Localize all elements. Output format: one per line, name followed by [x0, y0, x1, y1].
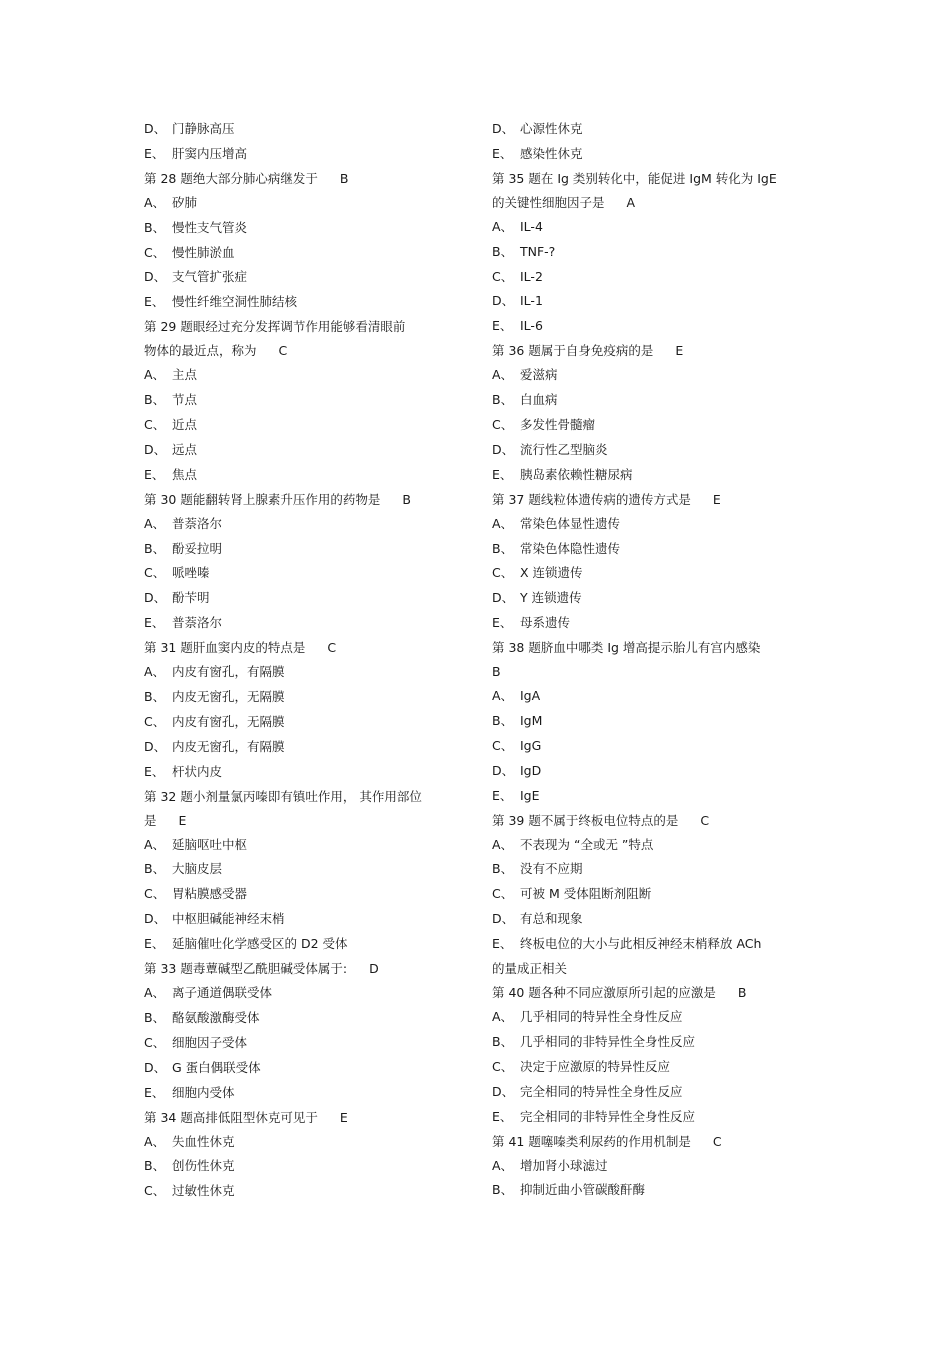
option-letter: E、 — [492, 466, 513, 482]
option-letter: A、 — [492, 515, 514, 531]
question-line — [492, 960, 812, 984]
answer-option — [492, 1157, 812, 1182]
answer-option — [144, 564, 464, 589]
option-letter: E、 — [144, 1084, 165, 1100]
option-text: 过敏性休克 — [172, 1183, 235, 1199]
option-text: 可被 M 受体阻断剂阻断 — [520, 886, 652, 902]
option-letter: A、 — [144, 664, 166, 680]
question-line — [492, 491, 812, 515]
answer-option — [144, 614, 464, 639]
answer-option — [492, 860, 812, 885]
option-text: 内皮有窗孔，无隔膜 — [172, 713, 285, 729]
option-letter: B、 — [492, 1033, 514, 1049]
option-text: 酚苄明 — [172, 590, 210, 606]
option-text: 失血性休克 — [172, 1133, 235, 1149]
option-letter: E、 — [144, 615, 165, 631]
option-letter: B、 — [492, 243, 514, 259]
answer-option — [144, 416, 464, 441]
option-text: 有总和现象 — [520, 911, 583, 927]
option-text: Y 连锁遗传 — [520, 590, 582, 606]
question-line — [492, 639, 812, 663]
option-letter: B、 — [144, 392, 166, 408]
answer-option — [492, 515, 812, 540]
option-text: TNF-? — [520, 243, 556, 259]
answer-option — [144, 515, 464, 540]
question-text: 第 40 题各种不同应激原所引起的应激是 — [492, 985, 716, 1001]
option-letter: A、 — [492, 218, 514, 234]
option-letter: A、 — [144, 367, 166, 383]
question-line — [144, 1109, 464, 1133]
option-letter: D、 — [492, 293, 515, 309]
option-letter: B、 — [144, 1009, 166, 1025]
answer-option — [492, 787, 812, 812]
answer-key: B — [737, 985, 747, 1001]
option-text: 矽肺 — [172, 194, 198, 210]
option-letter: B、 — [492, 540, 514, 556]
option-letter: C、 — [144, 1034, 166, 1050]
option-text: 细胞内受体 — [172, 1084, 235, 1100]
option-letter: D、 — [144, 269, 167, 285]
answer-option — [144, 763, 464, 788]
option-text: 离子通道偶联受体 — [172, 985, 273, 1001]
option-letter: C、 — [492, 737, 514, 753]
option-text: IgG — [520, 737, 542, 753]
option-text: 中枢胆碱能神经末梢 — [172, 911, 285, 927]
question-text: 物体的最近点，称为 — [144, 343, 257, 359]
option-text: 终板电位的大小与此相反神经末梢释放 ACh — [520, 936, 762, 952]
answer-option — [144, 984, 464, 1009]
answer-option — [144, 466, 464, 491]
option-letter: A、 — [492, 688, 514, 704]
answer-option — [144, 219, 464, 244]
option-text: 内皮无窗孔，有隔膜 — [172, 738, 285, 754]
option-text: 延脑催吐化学感受区的 D2 受体 — [172, 936, 348, 952]
option-letter: A、 — [144, 836, 166, 852]
option-letter: B、 — [144, 861, 166, 877]
option-text: 内皮无窗孔，无隔膜 — [172, 689, 285, 705]
option-text: 肝窦内压增高 — [172, 145, 248, 161]
answer-key: E — [178, 812, 187, 828]
option-text: 节点 — [172, 392, 198, 408]
answer-option — [144, 738, 464, 763]
answer-option — [144, 1157, 464, 1182]
answer-option — [492, 292, 812, 317]
option-text: 远点 — [172, 441, 198, 457]
option-text: 酪氨酸激酶受体 — [172, 1009, 260, 1025]
answer-option — [144, 1084, 464, 1109]
option-letter: C、 — [144, 417, 166, 433]
question-text: 第 36 题属于自身免疫病的是 — [492, 343, 654, 359]
answer-key: E — [339, 1109, 348, 1125]
answer-option — [492, 614, 812, 639]
option-text: 几乎相同的特异性全身性反应 — [520, 1009, 683, 1025]
option-text: 普萘洛尔 — [172, 615, 223, 631]
option-text: 常染色体显性遗传 — [520, 515, 621, 531]
option-letter: A、 — [144, 515, 166, 531]
option-text: 常染色体隐性遗传 — [520, 540, 621, 556]
option-letter: C、 — [144, 244, 166, 260]
answer-option — [144, 441, 464, 466]
option-text: 母系遗传 — [520, 615, 571, 631]
answer-option — [144, 713, 464, 738]
question-line — [492, 342, 812, 366]
answer-option — [144, 688, 464, 713]
question-line — [144, 788, 464, 812]
option-text: 支气管扩张症 — [172, 269, 248, 285]
option-letter: D、 — [492, 590, 515, 606]
option-letter: E、 — [492, 1108, 513, 1124]
answer-option — [492, 540, 812, 565]
question-line — [492, 663, 812, 687]
option-letter: A、 — [144, 194, 166, 210]
answer-option — [144, 268, 464, 293]
answer-key: C — [700, 812, 710, 828]
option-letter: C、 — [144, 565, 166, 581]
option-text: G 蛋白偶联受体 — [172, 1059, 261, 1075]
answer-key: E — [712, 491, 721, 507]
option-text: 流行性乙型脑炎 — [520, 441, 608, 457]
option-letter: E、 — [492, 787, 513, 803]
question-text: B — [492, 664, 501, 680]
answer-option — [492, 391, 812, 416]
question-text: 第 29 题眼经过充分发挥调节作用能够看清眼前 — [144, 319, 406, 335]
option-letter: E、 — [492, 145, 513, 161]
answer-key: C — [278, 343, 288, 359]
answer-option — [492, 1058, 812, 1083]
option-text: IgM — [520, 713, 543, 729]
option-text: 感染性休克 — [520, 145, 583, 161]
question-line — [144, 342, 464, 366]
option-text: IL-1 — [520, 293, 543, 309]
question-text: 第 32 题小剂量氯丙嗪即有镇吐作用， 其作用部位 — [144, 788, 422, 804]
option-text: 细胞因子受体 — [172, 1034, 248, 1050]
option-text: X 连锁遗传 — [520, 565, 583, 581]
answer-option — [492, 737, 812, 762]
question-text: 的量成正相关 — [492, 961, 568, 977]
option-letter: A、 — [492, 1009, 514, 1025]
question-line — [144, 318, 464, 342]
question-text: 第 30 题能翻转肾上腺素升压作用的药物是 — [144, 491, 381, 507]
answer-option — [144, 935, 464, 960]
answer-option — [492, 1083, 812, 1108]
left-column — [144, 120, 464, 1207]
question-text: 第 34 题高排低阻型休克可见于 — [144, 1109, 318, 1125]
option-text: IL-2 — [520, 268, 543, 284]
option-text: 慢性支气管炎 — [172, 219, 248, 235]
option-letter: B、 — [492, 861, 514, 877]
option-letter: D、 — [144, 121, 167, 136]
option-letter: C、 — [144, 1183, 166, 1199]
question-text: 第 37 题线粒体遗传病的遗传方式是 — [492, 491, 691, 507]
answer-option — [144, 836, 464, 861]
answer-option — [492, 910, 812, 935]
answer-option — [144, 1034, 464, 1059]
option-letter: D、 — [144, 738, 167, 754]
answer-option — [492, 145, 812, 170]
option-text: 普萘洛尔 — [172, 515, 223, 531]
option-letter: C、 — [144, 886, 166, 902]
option-letter: C、 — [144, 713, 166, 729]
answer-key: D — [369, 961, 379, 977]
answer-option — [144, 194, 464, 219]
option-text: 内皮有窗孔，有隔膜 — [172, 664, 285, 680]
option-letter: D、 — [144, 441, 167, 457]
answer-option — [492, 466, 812, 491]
question-text: 第 39 题不属于终板电位特点的是 — [492, 812, 679, 828]
option-letter: E、 — [144, 466, 165, 482]
answer-key: A — [626, 194, 636, 210]
option-letter: C、 — [492, 417, 514, 433]
option-text: 胃粘膜感受器 — [172, 886, 248, 902]
option-text: 完全相同的特异性全身性反应 — [520, 1083, 683, 1099]
answer-option — [144, 120, 464, 145]
question-line — [492, 170, 812, 194]
question-text: 是 — [144, 812, 157, 828]
option-letter: D、 — [492, 121, 515, 136]
option-letter: B、 — [144, 540, 166, 556]
answer-option — [492, 589, 812, 614]
option-letter: B、 — [492, 1182, 514, 1198]
option-letter: C、 — [492, 886, 514, 902]
answer-option — [144, 244, 464, 269]
option-text: 多发性骨髓瘤 — [520, 417, 596, 433]
option-letter: E、 — [144, 145, 165, 161]
answer-option — [492, 712, 812, 737]
option-text: 慢性肺淤血 — [172, 244, 235, 260]
option-text: 心源性休克 — [520, 121, 583, 136]
answer-option — [144, 860, 464, 885]
answer-option — [144, 540, 464, 565]
answer-option — [144, 589, 464, 614]
option-letter: D、 — [492, 441, 515, 457]
answer-option — [492, 935, 812, 960]
option-text: 杆状内皮 — [172, 763, 223, 779]
option-text: IgD — [520, 762, 542, 778]
option-letter: D、 — [144, 1059, 167, 1075]
answer-option — [492, 1181, 812, 1206]
answer-option — [492, 1033, 812, 1058]
answer-option — [492, 441, 812, 466]
question-text: 第 38 题脐血中哪类 Ig 增高提示胎儿有宫内感染 — [492, 640, 761, 656]
answer-option — [492, 1108, 812, 1133]
option-letter: C、 — [492, 565, 514, 581]
answer-option — [144, 293, 464, 318]
option-text: 大脑皮层 — [172, 861, 223, 877]
option-letter: C、 — [492, 1058, 514, 1074]
question-text: 第 41 题噻嗪类利尿药的作用机制是 — [492, 1133, 691, 1149]
answer-option — [492, 317, 812, 342]
answer-option — [144, 1133, 464, 1158]
option-text: 白血病 — [520, 392, 558, 408]
option-text: 没有不应期 — [520, 861, 583, 877]
option-letter: E、 — [144, 763, 165, 779]
answer-key: C — [327, 640, 337, 656]
answer-key: B — [402, 491, 411, 507]
question-text: 的关键性细胞因子是 — [492, 194, 605, 210]
question-text: 第 28 题绝大部分肺心病继发于 — [144, 170, 318, 186]
answer-option — [144, 391, 464, 416]
option-letter: D、 — [492, 1083, 515, 1099]
option-text: IgE — [520, 787, 540, 803]
answer-key: C — [712, 1133, 722, 1149]
question-line — [492, 1133, 812, 1157]
option-letter: D、 — [492, 911, 515, 927]
option-text: 不表现为 “全或无 ”特点 — [520, 836, 654, 852]
option-letter: D、 — [144, 911, 167, 927]
option-letter: C、 — [492, 268, 514, 284]
answer-option — [144, 145, 464, 170]
option-text: IgA — [520, 688, 541, 704]
option-letter: D、 — [144, 590, 167, 606]
option-text: 主点 — [172, 367, 198, 383]
option-letter: E、 — [492, 615, 513, 631]
option-letter: A、 — [144, 985, 166, 1001]
option-letter: A、 — [492, 367, 514, 383]
option-letter: E、 — [144, 294, 165, 310]
answer-option — [492, 243, 812, 268]
option-text: 完全相同的非特异性全身性反应 — [520, 1108, 696, 1124]
option-text: 哌唑嗪 — [172, 565, 210, 581]
option-letter: B、 — [492, 392, 514, 408]
question-text: 第 33 题毒蕈碱型乙酰胆碱受体属于: — [144, 961, 348, 977]
answer-option — [492, 366, 812, 391]
option-text: 创伤性休克 — [172, 1158, 235, 1174]
answer-option — [144, 366, 464, 391]
answer-option — [492, 120, 812, 145]
right-column — [492, 120, 812, 1206]
option-letter: A、 — [144, 1133, 166, 1149]
option-letter: B、 — [144, 219, 166, 235]
option-letter: B、 — [144, 1158, 166, 1174]
answer-option — [492, 762, 812, 787]
answer-key: B — [339, 170, 349, 186]
option-letter: A、 — [492, 836, 514, 852]
question-line — [492, 984, 812, 1008]
question-line — [144, 639, 464, 663]
question-line — [144, 812, 464, 836]
option-text: 几乎相同的非特异性全身性反应 — [520, 1033, 696, 1049]
option-text: 酚妥拉明 — [172, 540, 223, 556]
option-text: 慢性纤维空洞性肺结核 — [172, 294, 298, 310]
option-text: 爱滋病 — [520, 367, 558, 383]
answer-option — [492, 885, 812, 910]
question-line — [492, 194, 812, 218]
answer-option — [492, 687, 812, 712]
answer-option — [492, 836, 812, 861]
question-line — [492, 812, 812, 836]
answer-option — [492, 416, 812, 441]
question-text: 第 35 题在 Ig 类别转化中，能促进 IgM 转化为 IgE — [492, 170, 777, 186]
answer-option — [492, 564, 812, 589]
answer-option — [144, 663, 464, 688]
answer-option — [144, 1182, 464, 1207]
option-text: 胰岛素依赖性糖尿病 — [520, 466, 633, 482]
option-letter: E、 — [144, 936, 165, 952]
option-text: 门静脉高压 — [172, 121, 235, 136]
option-text: 近点 — [172, 417, 198, 433]
answer-option — [144, 1059, 464, 1084]
option-text: 焦点 — [172, 466, 198, 482]
option-text: 增加肾小球滤过 — [520, 1157, 608, 1173]
answer-option — [492, 218, 812, 243]
question-line — [144, 491, 464, 515]
question-line — [144, 170, 464, 194]
answer-option — [144, 910, 464, 935]
answer-option — [492, 268, 812, 293]
option-letter: B、 — [492, 713, 514, 729]
option-text: 抑制近曲小管碳酸酐酶 — [520, 1182, 646, 1198]
answer-key: E — [675, 343, 684, 359]
option-letter: D、 — [492, 762, 515, 778]
option-text: 决定于应激原的特异性反应 — [520, 1058, 671, 1074]
answer-option — [144, 885, 464, 910]
answer-option — [492, 1008, 812, 1033]
option-text: IL-4 — [520, 218, 543, 234]
option-letter: E、 — [492, 318, 513, 334]
option-letter: A、 — [492, 1157, 514, 1173]
question-text: 第 31 题肝血窦内皮的特点是 — [144, 640, 306, 656]
option-letter: E、 — [492, 936, 513, 952]
answer-option — [144, 1009, 464, 1034]
question-line — [144, 960, 464, 984]
option-text: IL-6 — [520, 318, 543, 334]
option-letter: B、 — [144, 689, 166, 705]
option-text: 延脑呕吐中枢 — [172, 836, 248, 852]
